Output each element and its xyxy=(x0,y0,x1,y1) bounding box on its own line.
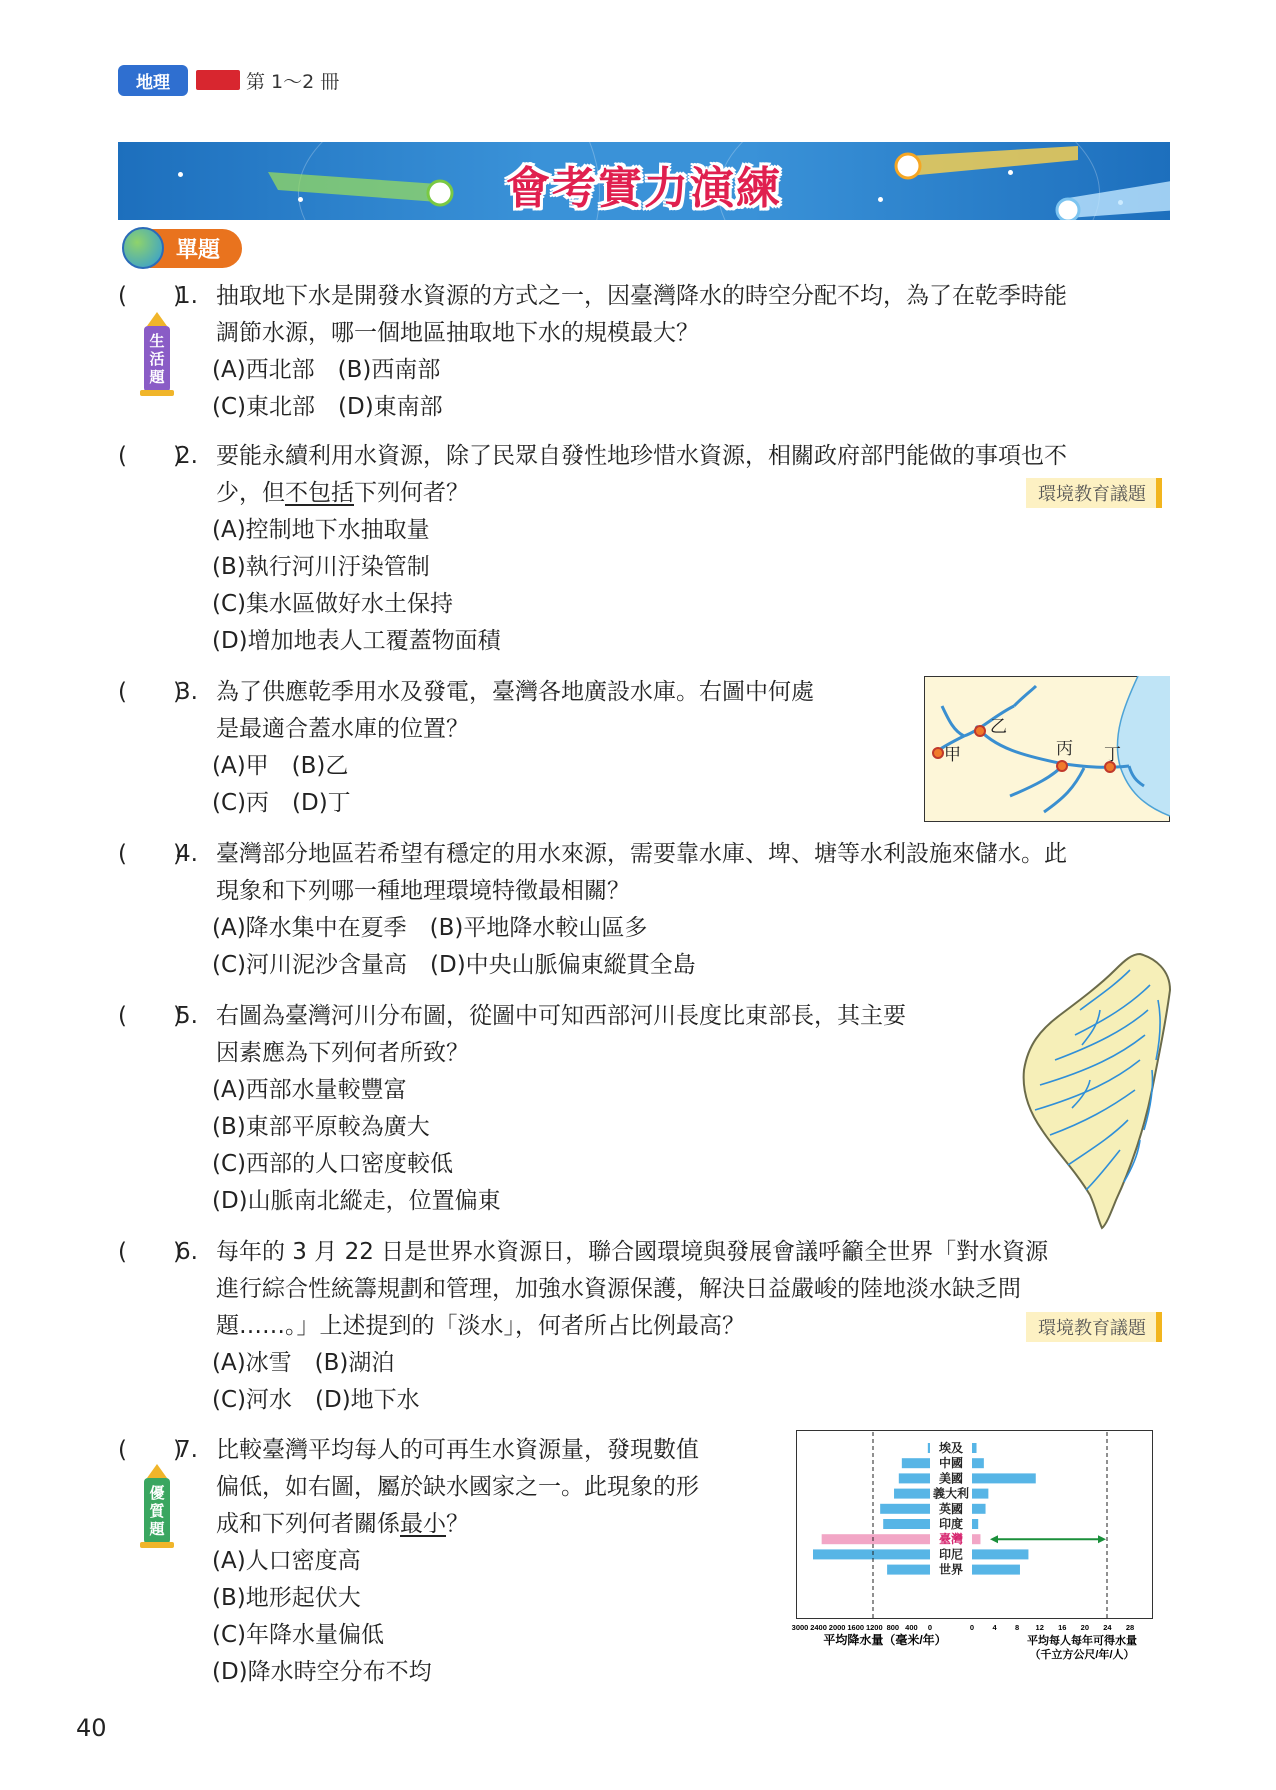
question-stem-line2: 進行綜合性統籌規劃和管理，加強水資源保護，解決日益嚴峻的陸地淡水缺乏問 xyxy=(216,1276,1021,1302)
option-c: (C)西部的人口密度較低 xyxy=(212,1151,454,1177)
page-number: 40 xyxy=(76,1714,107,1742)
option-a: (A)控制地下水抽取量 xyxy=(212,517,430,543)
right-tick-label: 4 xyxy=(992,1623,997,1632)
question-stem-line3: 成和下列何者關係最小？ xyxy=(216,1511,469,1537)
options-line: (A)西北部 (B)西南部 xyxy=(212,357,441,383)
left-tick-label: 800 xyxy=(886,1623,900,1632)
taiwan-river-map xyxy=(1020,950,1172,1230)
precipitation-water-chart xyxy=(780,1430,1172,1666)
water-bar xyxy=(972,1473,1036,1483)
question-stem: 每年的 3 月 22 日是世界水資源日，聯合國環境與發展會議呼籲全世界「對水資源 xyxy=(216,1239,1049,1265)
water-bar xyxy=(972,1519,978,1529)
right-tick-label: 0 xyxy=(969,1623,975,1632)
water-bar xyxy=(972,1549,1028,1559)
option-d: (D)降水時空分布不均 xyxy=(212,1659,432,1685)
options-line: (A)甲 (B)乙 xyxy=(212,753,349,779)
question-stem-line2: 現象和下列哪一種地理環境特徵最相關？ xyxy=(216,878,630,904)
right-tick-label: 12 xyxy=(1035,1623,1044,1632)
question-stem-line2: 調節水源，哪一個地區抽取地下水的規模最大？ xyxy=(216,320,699,346)
answer-blank: ( ) xyxy=(118,443,182,469)
question-3 xyxy=(118,674,918,824)
category-label: 埃及 xyxy=(938,1441,964,1455)
category-label: 印度 xyxy=(938,1517,964,1531)
section-heading xyxy=(122,228,242,268)
precip-bar xyxy=(822,1534,930,1544)
precip-bar xyxy=(899,1473,930,1483)
emphasis-underline: 不包括 xyxy=(285,480,354,506)
subject-tab: 地理 xyxy=(118,65,188,96)
left-tick-label: 400 xyxy=(905,1623,918,1632)
map-label-bing: 丙 xyxy=(1056,739,1073,758)
question-number: 6. xyxy=(176,1239,198,1265)
banner-title: 會考實力演練 xyxy=(506,163,782,214)
right-tick-label: 16 xyxy=(1058,1623,1067,1632)
water-bar xyxy=(972,1489,988,1499)
question-stem: 抽取地下水是開發水資源的方式之一，因臺灣降水的時空分配不均，為了在乾季時能 xyxy=(216,283,1067,309)
running-header xyxy=(118,66,339,94)
question-stem-line2: 少，但不包括下列何者？ xyxy=(216,480,469,506)
map-label-ding: 丁 xyxy=(1104,745,1121,764)
category-label: 義大利 xyxy=(932,1486,970,1501)
category-label: 中國 xyxy=(938,1456,964,1471)
option-d: (D)增加地表人工覆蓋物面積 xyxy=(212,628,501,654)
globe-icon xyxy=(122,227,164,269)
water-bar xyxy=(972,1534,980,1544)
precip-bar xyxy=(902,1458,930,1468)
book-logo-icon xyxy=(196,70,240,90)
precip-bar xyxy=(894,1489,930,1499)
options-line: (A)冰雪 (B)湖泊 xyxy=(212,1350,395,1376)
question-stem: 比較臺灣平均每人的可再生水資源量，發現數值 xyxy=(216,1437,699,1463)
question-stem: 臺灣部分地區若希望有穩定的用水來源，需要靠水庫、埤、塘等水利設施來儲水。此 xyxy=(216,841,1067,867)
question-stem-line2: 偏低，如右圖，屬於缺水國家之一。此現象的形 xyxy=(216,1474,699,1500)
option-b: (B)執行河川汙染管制 xyxy=(212,554,430,580)
option-b: (B)東部平原較為廣大 xyxy=(212,1114,430,1140)
answer-blank: ( ) xyxy=(118,841,182,867)
water-bar xyxy=(972,1458,984,1468)
left-tick-label: 1600 xyxy=(847,1623,865,1632)
env-education-badge: 環境教育議題 xyxy=(1026,1312,1162,1342)
left-tick-label: 2400 xyxy=(810,1623,827,1632)
options-line: (C)丙 (D)丁 xyxy=(212,790,351,816)
left-tick-label: 2000 xyxy=(828,1623,846,1632)
water-bar xyxy=(972,1504,986,1514)
volume-label: 第 1〜2 冊 xyxy=(246,70,340,93)
right-axis-label: 平均每人每年可得水量（千立方公尺/年/人） xyxy=(1027,1635,1137,1661)
question-stem: 右圖為臺灣河川分布圖，從圖中可知西部河川長度比東部長，其主要 xyxy=(216,1003,906,1029)
right-tick-label: 28 xyxy=(1125,1623,1135,1632)
question-4 xyxy=(118,836,1178,986)
question-5 xyxy=(118,998,1018,1220)
category-label: 英國 xyxy=(938,1501,964,1516)
title-banner xyxy=(118,142,1170,220)
right-tick-label: 8 xyxy=(1015,1623,1020,1632)
precip-bar xyxy=(813,1549,930,1559)
left-tick-label: 3000 xyxy=(791,1623,809,1632)
question-number: 4. xyxy=(176,841,198,867)
answer-blank: ( ) xyxy=(118,1239,182,1265)
category-label: 世界 xyxy=(938,1562,964,1577)
map-label-jia: 甲 xyxy=(944,745,961,764)
answer-blank: ( ) xyxy=(118,1437,182,1463)
right-tick-label: 20 xyxy=(1080,1623,1090,1632)
answer-blank: ( ) xyxy=(118,283,182,309)
left-axis-label: 平均降水量（毫米/年） xyxy=(823,1633,947,1647)
question-number: 5. xyxy=(176,1003,198,1029)
question-number: 1. xyxy=(176,283,198,309)
question-7 xyxy=(118,1432,778,1692)
question-stem-line2: 因素應為下列何者所致？ xyxy=(216,1040,469,1066)
question-1 xyxy=(118,278,1178,428)
left-tick-label: 0 xyxy=(927,1623,933,1632)
options-line: (C)河川泥沙含量高 (D)中央山脈偏東縱貫全島 xyxy=(212,952,696,978)
precip-bar xyxy=(928,1443,930,1453)
river-reservoir-map xyxy=(924,676,1170,822)
life-question-tag: 生活題 xyxy=(144,326,170,392)
question-stem-line2: 是最適合蓋水庫的位置？ xyxy=(216,716,469,742)
answer-blank: ( ) xyxy=(118,1003,182,1029)
option-a: (A)西部水量較豐富 xyxy=(212,1077,407,1103)
precip-bar xyxy=(880,1504,930,1514)
question-number: 3. xyxy=(176,679,198,705)
question-stem: 為了供應乾季用水及發電，臺灣各地廣設水庫。右圖中何處 xyxy=(216,679,814,705)
option-d: (D)山脈南北縱走，位置偏東 xyxy=(212,1188,501,1214)
water-bar xyxy=(972,1443,977,1453)
emphasis-underline: 最小 xyxy=(400,1511,446,1537)
options-line: (C)東北部 (D)東南部 xyxy=(212,394,443,420)
question-number: 7. xyxy=(176,1437,198,1463)
precip-bar xyxy=(883,1519,930,1529)
left-tick-label: 1200 xyxy=(865,1623,883,1632)
options-line: (A)降水集中在夏季 (B)平地降水較山區多 xyxy=(212,915,648,941)
precip-bar xyxy=(887,1565,930,1575)
question-stem-line3: 題……。」上述提到的「淡水」，何者所占比例最高？ xyxy=(216,1313,745,1339)
question-stem: 要能永續利用水資源，除了民眾自發性地珍惜水資源，相關政府部門能做的事項也不 xyxy=(216,443,1067,469)
question-6 xyxy=(118,1234,1178,1420)
quality-question-tag: 優質題 xyxy=(144,1478,170,1544)
option-c: (C)年降水量偏低 xyxy=(212,1622,385,1648)
question-number: 2. xyxy=(176,443,198,469)
right-tick-label: 24 xyxy=(1103,1623,1112,1632)
options-line: (C)河水 (D)地下水 xyxy=(212,1387,420,1413)
water-bar xyxy=(972,1565,1020,1575)
answer-blank: ( ) xyxy=(118,679,182,705)
map-label-yi: 乙 xyxy=(990,717,1007,736)
section-label: 單題 xyxy=(150,229,242,268)
env-education-badge: 環境教育議題 xyxy=(1026,478,1162,508)
option-a: (A)人口密度高 xyxy=(212,1548,361,1574)
option-b: (B)地形起伏大 xyxy=(212,1585,361,1611)
category-label: 美國 xyxy=(938,1471,964,1486)
category-label: 臺灣 xyxy=(938,1532,964,1547)
category-label: 印尼 xyxy=(938,1547,964,1562)
option-c: (C)集水區做好水土保持 xyxy=(212,591,454,617)
question-2 xyxy=(118,438,1178,660)
